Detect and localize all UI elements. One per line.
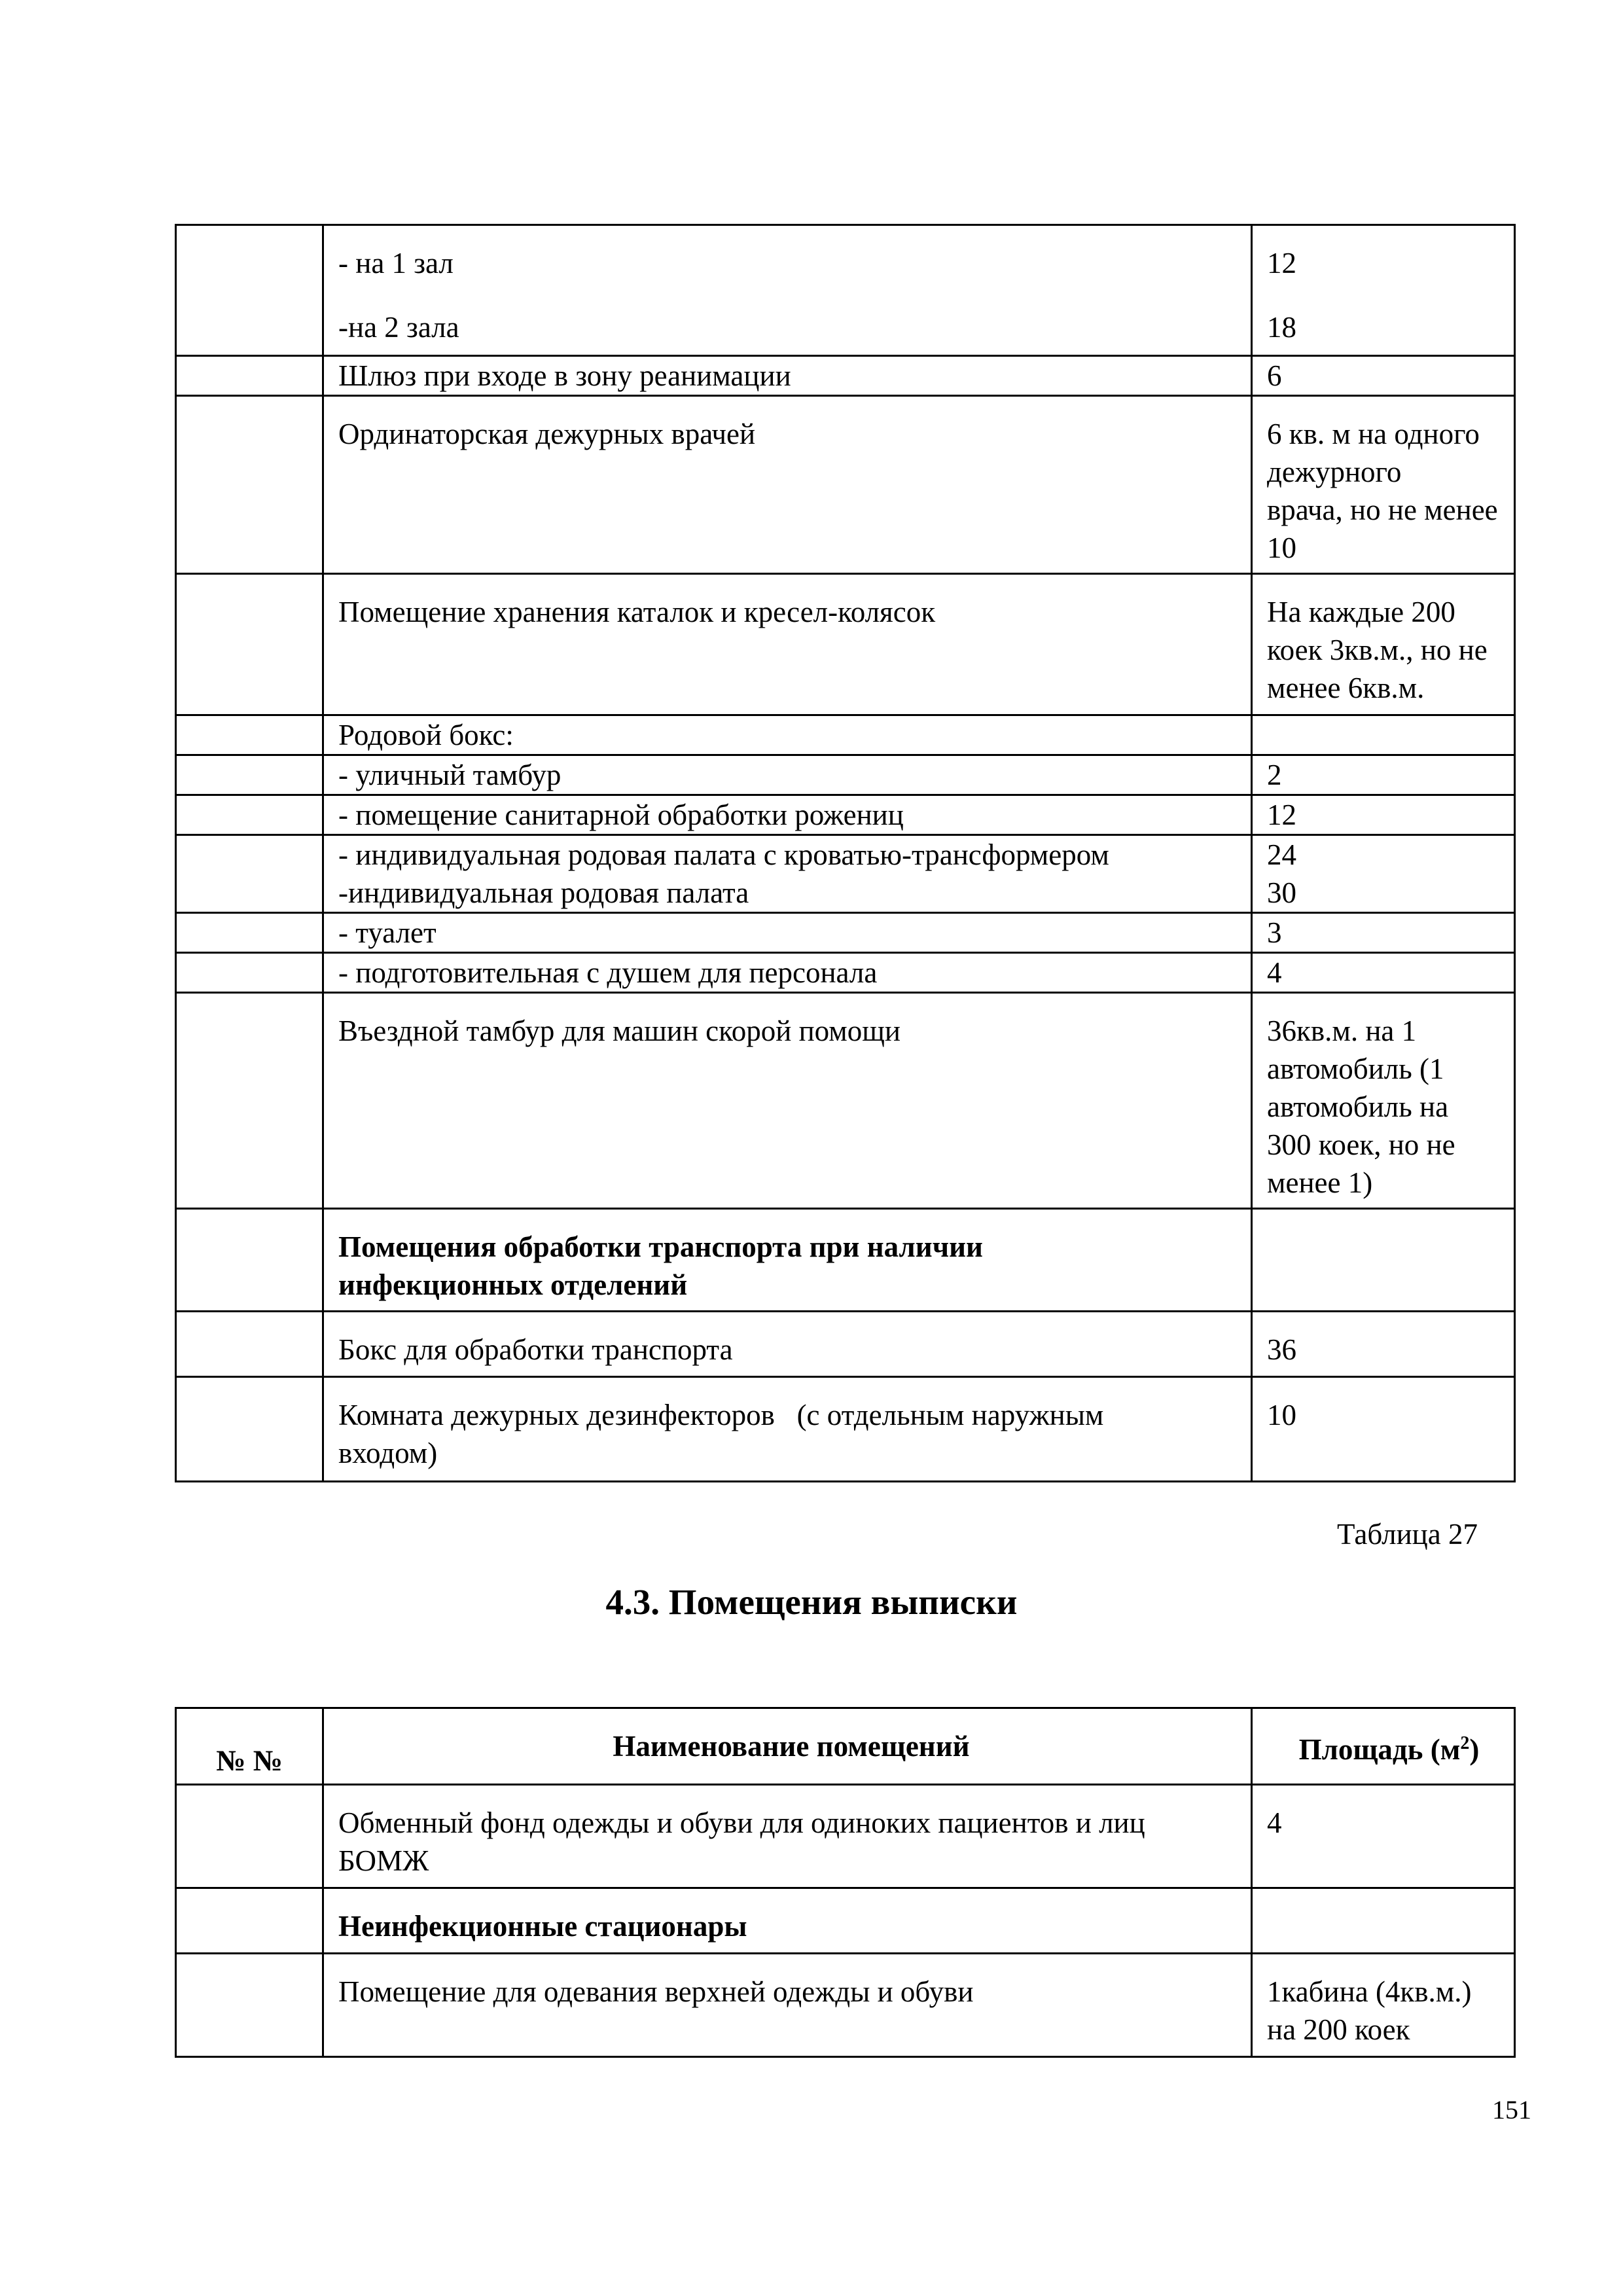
room-area-cell: 24 30 [1252,835,1515,913]
section-heading: 4.3. Помещения выписки [605,1582,1018,1622]
room-area-cell: 36кв.м. на 1 автомобиль (1 автомобиль на 300 коек, но не менее 1) [1252,993,1515,1209]
table-row [176,913,1515,953]
room-area-cell: 1кабина (4кв.м.) на 200 коек [1252,1954,1515,2057]
room-name-cell: - туалет [323,913,1252,953]
discharge-rooms-table [175,1707,1516,2058]
table-row [176,1954,1515,2057]
room-area-cell: 6 [1252,356,1515,396]
room-name-cell: - помещение санитарной обработки рожениц [323,795,1252,835]
row-number-cell [176,225,323,356]
room-area-cell: 12 [1252,795,1515,835]
room-area-cell [1252,715,1515,755]
section-heading-cell: Неинфекционные стационары [323,1888,1252,1954]
room-area-cell: 4 [1252,1785,1515,1888]
table-row [176,1785,1515,1888]
room-name-cell: Родовой бокс: [323,715,1252,755]
room-name-cell: - подготовительная с душем для персонала [323,953,1252,993]
room-area-cell: 12 18 [1252,225,1515,356]
table-caption: Таблица 27 [1337,1518,1478,1551]
room-area-cell: На каждые 200 коек 3кв.м., но не менее 6кв.м. [1252,574,1515,715]
room-area-cell: 3 [1252,913,1515,953]
table-row [176,1312,1515,1377]
column-header-name: Наименование помещений [323,1708,1252,1785]
table-header-row [176,1708,1515,1785]
room-area-cell [1252,1209,1515,1312]
table-row [176,225,1515,356]
table-row [176,396,1515,574]
table-row [176,1888,1515,1954]
room-name-cell: - на 1 зал -на 2 зала [323,225,1252,356]
room-area-cell: 36 [1252,1312,1515,1377]
room-name-cell: - индивидуальная родовая палата с кроватью-трансформером -индивидуальная родовая палата [323,835,1252,913]
table-row [176,1209,1515,1312]
table-row [176,715,1515,755]
room-area-cell: 6 кв. м на одного дежурного врача, но не менее 10 [1252,396,1515,574]
room-name-cell: Комната дежурных дезинфекторов (с отдельным наружным входом) [323,1377,1252,1482]
room-name-cell: Шлюз при входе в зону реанимации [323,356,1252,396]
table-row [176,755,1515,795]
room-name-cell: Ординаторская дежурных врачей [323,396,1252,574]
room-area-cell [1252,1888,1515,1954]
table-row [176,574,1515,715]
table-row [176,835,1515,913]
section-heading-cell: Помещения обработки транспорта при наличии инфекционных отделений [323,1209,1252,1312]
table-row [176,953,1515,993]
room-area-cell: 4 [1252,953,1515,993]
room-area-cell: 10 [1252,1377,1515,1482]
room-name-cell: Помещение хранения каталок и кресел-колясок [323,574,1252,715]
room-name-cell: - уличный тамбур [323,755,1252,795]
page-number: 151 [1492,2095,1531,2125]
rooms-table-continued [175,224,1516,1482]
room-name-cell: Обменный фонд одежды и обуви для одиноких пациентов и лиц БОМЖ [323,1785,1252,1888]
table-row [176,993,1515,1209]
table-row [176,795,1515,835]
table-row [176,1377,1515,1482]
column-header-number: № № [176,1708,323,1785]
table-row [176,356,1515,396]
column-header-area: Площадь $(м^2)$ [1252,1708,1515,1785]
room-name-cell: Въездной тамбур для машин скорой помощи [323,993,1252,1209]
room-name-cell: Бокс для обработки транспорта [323,1312,1252,1377]
room-area-cell: 2 [1252,755,1515,795]
room-name-cell: Помещение для одевания верхней одежды и обуви [323,1954,1252,2057]
